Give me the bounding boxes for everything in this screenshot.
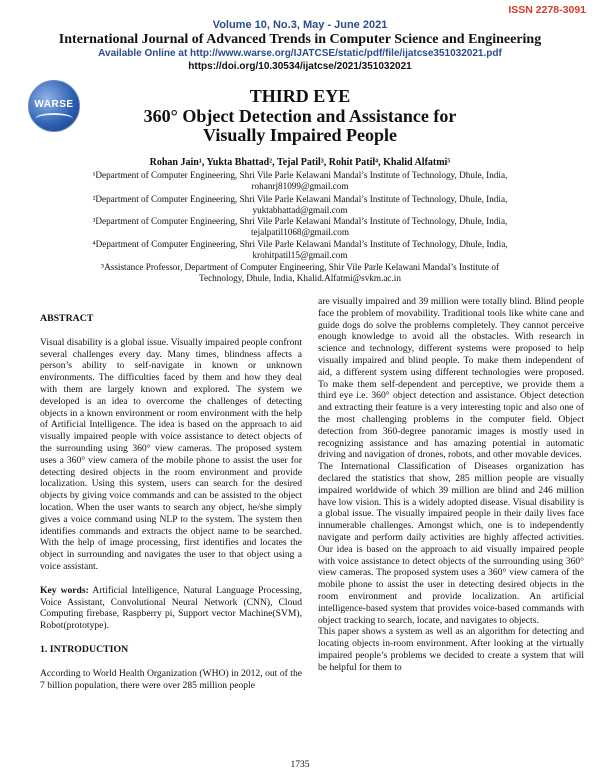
abstract-heading: ABSTRACT — [40, 313, 94, 324]
affiliation-text: ⁵Assistance Professor, Department of Computer Engineering, Shir Vile Parle Kelawani Mandal’s Institute of — [100, 262, 500, 272]
journal-name: International Journal of Advanced Trends in Computer Science and Engineering — [58, 32, 542, 47]
paper-title-line-1: THIRD EYE — [249, 86, 351, 106]
page-number: 1735 — [290, 760, 310, 770]
doi-link[interactable]: https://doi.org/10.30534/ijatcse/2021/351032021 — [188, 61, 412, 72]
affiliation-3 — [60, 216, 540, 239]
affiliation-5 — [60, 262, 540, 285]
paper-title-line-3: Visually Impaired People — [202, 125, 397, 145]
keywords — [40, 585, 302, 632]
affiliation-text: ²Department of Computer Engineering, Shri Vile Parle Kelawani Mandal’s Institute of Technology, Dhule, India, — [92, 194, 508, 204]
available-online-link[interactable]: Available Online at http://www.warse.org/IJATCSE/static/pdf/file/ijatcse351032021.pdf — [98, 48, 502, 59]
right-paragraph-2: The International Classification of Diseases organization has declared the statistics that show, 285 million people are visually impaired worldwide of which 39 million are blind and 246 million have low vision. This is a widely adopted disease. Visual disability is a global issue. The visually impaired people in their daily lives face innumerable challenges. Amongst which, one is to independently navigate and perform daily activities are highly affected activities. Our idea is based on the approach to aid visually impaired people with voice assistance to detect objects of the surrounding using 360° view cameras. The proposed system uses a 360° view camera of the mobile phone to assist the user in detecting desired objects in the room environment and provide localization. An artificial intelligence-based system that provides voice-based commands with object tracking to search, locate, and navigates to objects. — [318, 461, 584, 626]
keywords-text: Artificial Intelligence, Natural Language Processing, Voice Assistant, Convolutional Neural Network (CNN), Cloud Computing firebase, Raspberry pi, Support vector Machine(SVM), Robot(prototype). — [40, 584, 302, 632]
left-column — [40, 313, 302, 691]
volume-line: Volume 10, No.3, May - June 2021 — [212, 19, 388, 31]
issn-label: ISSN 2278-3091 — [508, 4, 586, 16]
right-column — [318, 296, 584, 674]
paper-title-line-2: 360° Object Detection and Assistance for — [143, 106, 457, 126]
affiliation-email: rohanrj81099@gmail.com — [251, 181, 349, 192]
abstract-text: Visual disability is a global issue. Visually impaired people confront several challenges every day. Many times, blindness affects a person’s ability to self-navigate in known or unknown environments. The difficulties faced by them and how they deal with them are largely known and explored. The system we developed is an idea to overcome the challenges of detecting objects in a known environment or room environment with the help of Artificial Intelligence. The idea is based on the approach to aid visually impaired people with voice assistance to detect objects of the surrounding using 360° view cameras. The proposed system uses a 360° view camera of the mobile phone to assist the user for detecting desired objects in the room environment and provide localization. Using this system, users can search for the desired objects by giving voice commands and can be assisted to the object location. When the user wants to search any object, he/she simply gives a voice command using NLP to the system. The system then identifies commands and extracts the object name to be searched. With the help of image processing, first identifies and locates the object in surrounding and navigates the user to that object using a voice assistant. — [40, 336, 302, 572]
affiliation-email: Technology, Dhule, India, Khalid.Alfatmi@svkm.ac.in — [199, 273, 401, 284]
affiliation-email: tejalpatil1068@gmail.com — [250, 227, 350, 238]
affiliation-text: ¹Department of Computer Engineering, Shri Vile Parle Kelawani Mandal’s Institute of Technology, Dhule, India, — [92, 170, 508, 180]
right-paragraph-3: This paper shows a system as well as an algorithm for detecting and locating objects in-room environment. After looking at the virtually impaired people’s problems we decided to create a system that will be helpful for them to — [318, 626, 584, 673]
introduction-text: According to World Health Organization (WHO) in 2012, out of the 7 billion population, there were over 285 million people — [40, 667, 302, 691]
affiliation-text: ³Department of Computer Engineering, Shri Vile Parle Kelawani Mandal’s Institute of Technology, Dhule, India, — [92, 216, 508, 226]
affiliation-email: krohitpatil15@gmail.com — [252, 250, 348, 261]
introduction-heading: 1. INTRODUCTION — [40, 643, 129, 655]
affiliation-email: yuktabhattad@gmail.com — [252, 205, 348, 216]
right-paragraph-1: are visually impaired and 39 million were totally blind. Blind people face the problem of movability. Traditional tools like white cane and guide dogs do solve the problems completely. They cannot perceive enough knowledge to avoid all the obstacles. With research in science and technology, different systems were proposed to help visually impaired and blind people. To make them independent of aid, a different system using different technologies were proposed. To make them self-dependent and perceptive, we provide them a third eye i.e. 360° object detection and assistance. Object detection and extracting their feature is a very interesting topic and also one of the most challenging problems in the computer field. Object detection from 360-degree panoramic images is mostly used in recognizing assistance and has amazing potential in automatic driving and navigation of drones, robots, and other movable devices. — [318, 296, 584, 461]
affiliation-text: ⁴Department of Computer Engineering, Shri Vile Parle Kelawani Mandal’s Institute of Technology, Dhule, India, — [92, 239, 508, 249]
warse-logo-text: WARSE — [34, 99, 74, 110]
affiliation-2 — [60, 194, 540, 217]
keywords-label: Key words: — [40, 584, 89, 596]
author-list: Rohan Jain¹, Yukta Bhattad², Tejal Patil³, Rohit Patil⁴, Khalid Alfatmi⁵ — [149, 157, 451, 168]
affiliation-1 — [60, 170, 540, 193]
affiliation-4 — [60, 239, 540, 262]
